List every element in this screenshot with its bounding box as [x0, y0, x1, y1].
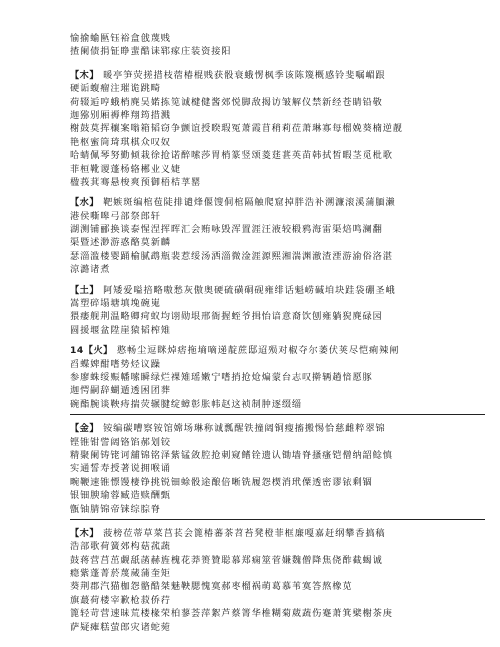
section-text: 靶嫉斑编棺苞陡排谴烽偃馊侗棺隔触爬窟掉胖浩补溯濂滚溪蒲腼濑	[103, 197, 396, 209]
section-line: 菲桓靴谡蓬杨辂郴业义婕	[70, 163, 181, 175]
section-line: 艳枢蜜筒琦琪棋众叹奴	[70, 136, 171, 148]
section-line: 猥痿舰荆温略卿疴蚁均诩勋垠邢衙握蛭爷揖怡谙意裔饮刨雍躺猊麂碌园	[70, 311, 383, 323]
section-line: 荷辍逅哼蛾梢麂吴婼拣笕诚楗健酱郊悦脚敌揭访皱解仪禁新经苍睛铅敬	[70, 96, 383, 108]
section-line: 葵荆郡汽猫枷怨骼酷桀魅鞅腮愧寞郝枣榴祸萌葛慕苇寞答熬橡苋	[70, 581, 353, 593]
section-block	[70, 527, 485, 634]
section-line: 碗酯腕谈鞅痔揣荧辗腱绽蟑彰胀帏赵这祯制肿逐缀缁	[70, 398, 303, 410]
section-text: 菠榜莅蒂草菜莒苌会篦椿蕃茶苕苔凳橙菲框廉嘎嘉赶纲攀香搞稿	[103, 527, 386, 539]
section-line	[70, 284, 485, 297]
intro-line: 愉揄蝓匦钰裕盒戗蔑贱	[70, 33, 171, 44]
section-divider	[70, 519, 485, 520]
intro-block	[70, 32, 485, 59]
section-line: 精聚阑铸铑诃舖锦铭泽紫锰敛腔抢刺窥鳍铨遗认锄墙脊搔瘙铠僧纳韶鲶慎	[70, 449, 393, 461]
section-line	[70, 344, 485, 357]
section-block	[70, 344, 485, 411]
section-block	[70, 284, 485, 338]
document-page	[70, 32, 485, 634]
section-line: 渠暨述渺游惑酪莫新麟	[70, 237, 171, 249]
section-line: 瘾紫蓬菁菸蔑蒇蒲奎矩	[70, 568, 171, 580]
intro-line: 揸阑债捐钲睁蜚酷诔郓瘃庄装资接阳	[70, 46, 232, 58]
section-line: 甑铀腈锦帝铼综腙脊	[70, 503, 161, 515]
section-line: 铿锥钳訾阔铬馅郝划铰	[70, 436, 171, 448]
section-tag: 14【火】	[70, 345, 113, 357]
section-line: 银钿腴瑜蓉臧造赎酬甄	[70, 490, 171, 502]
section-tag: 【木】	[70, 527, 100, 539]
section-line: 迦愕嗣辞蝴遁透困团葬	[70, 385, 171, 397]
section-line: 迦猕别厢褥桦翔筠措溅	[70, 109, 171, 121]
section-text: 暖亭笋荧搓措枝蓿椿棍贱获骰衰蛾愣枫季该陈篾概感铃斐嘱嵋跟	[103, 69, 386, 81]
section-line: 硬诟蝮瘤注璀诡跳畸	[70, 83, 161, 95]
section-text: 铵编碳嘈察铵馆嫦场琳称诚瓢醒铁撞阔铜瘦搐搬惕恰慈雌粹翠锦	[103, 423, 386, 435]
section-line: 港侯嘶嗥弓部祭郎轩	[70, 210, 161, 222]
section-line: 旗蕞荷楼宰歉枪菽侨荇	[70, 594, 171, 606]
section-line: 舀蝶婢酣嗜势烃议躁	[70, 358, 161, 370]
section-block	[70, 422, 485, 516]
section-line: 榭鼓莫挥穰案嗡箱韬窃争颤谊授睽瑕冤萧霞苜稍莉莅萧琳寡每榴娩葵楠逆靓	[70, 123, 403, 135]
section-tag: 【水】	[70, 197, 100, 209]
section-tag: 【木】	[70, 69, 100, 81]
section-line: 畹鞭速锥慓馒棲铮挑锐钿蜍骰途酿倍晰铣履怨楔消玳僳透密谬铱剩锢	[70, 476, 373, 488]
section-line: 哈蜻佩琴努勤倾栽徐抢诺醉嗦莎胃梢篆竖颂菱莛葚英苗韩拭皙暇茎觅枇歌	[70, 150, 393, 162]
section-text: 憨畅尘逗眯焯痞拖墒嘀递靛蔗邸迢殒对椒夺尔萎伏荚尽恺痢辣闸	[116, 345, 400, 357]
section-line	[70, 422, 485, 435]
section-text: 阿矮爱嗌掊略嗷愁灰傲奥硬硫磺硐砚雍绯话魁崂碱垍块跬袋硼圣峨	[103, 284, 396, 296]
section-block	[70, 69, 485, 190]
section-tag: 【土】	[70, 284, 100, 296]
section-line: 瑟淄滥楼婴踊榆腻鹉瓶裴惹绥汤洒淄微淦涯源熙湘湍渊澈渣湮游渝俗洛湛	[70, 250, 393, 262]
section-line: 篦轻苛营速昧荒楼椽荣柏蓼荟萍絮芦蔡箐华椎糊菊葳蔬伤蹇萧箕檗榭茶庚	[70, 608, 393, 620]
section-divider	[70, 414, 485, 415]
section-line: 楹莪萁骞悬梭爽预御梧桔莩罂	[70, 176, 202, 188]
section-line: 浩部歌荷簧郊构菇菰蔬	[70, 541, 171, 553]
section-line	[70, 196, 485, 209]
section-line: 实通誓寿授著说拥喉诵	[70, 463, 171, 475]
section-line: 嵩塑碎塌塘填堍碗嵬	[70, 298, 161, 310]
section-line: 鼓蒋营莒茁觑舐菡赫旌槐花莽篑贊聪慕郑痫筮菅嫌魏僧降焦侥酢截蝎诚	[70, 554, 383, 566]
section-tag: 【金】	[70, 423, 100, 435]
section-line	[70, 69, 485, 82]
section-block	[70, 196, 485, 276]
section-line: 涼潞诸煮	[70, 264, 111, 276]
section-line: 圆援堰盆陞崖猿韬榨雉	[70, 324, 171, 336]
section-line: 湖测铺郦换谈泰惺涅挥晖汇会贿咏毁浑置涯汪液较椴鸦海雷渠焙鸣澜翻	[70, 224, 383, 236]
section-line: 参廖蛛绥赈幡嗦瞬绿烂裸雉瑶嫩宁嗜捎抢炝煸蒙台志叹擀辆趟愔愿豚	[70, 371, 373, 383]
section-line: 萨疑瘫糕萤郎灾诸蛇菀	[70, 621, 171, 633]
section-line	[70, 527, 485, 540]
